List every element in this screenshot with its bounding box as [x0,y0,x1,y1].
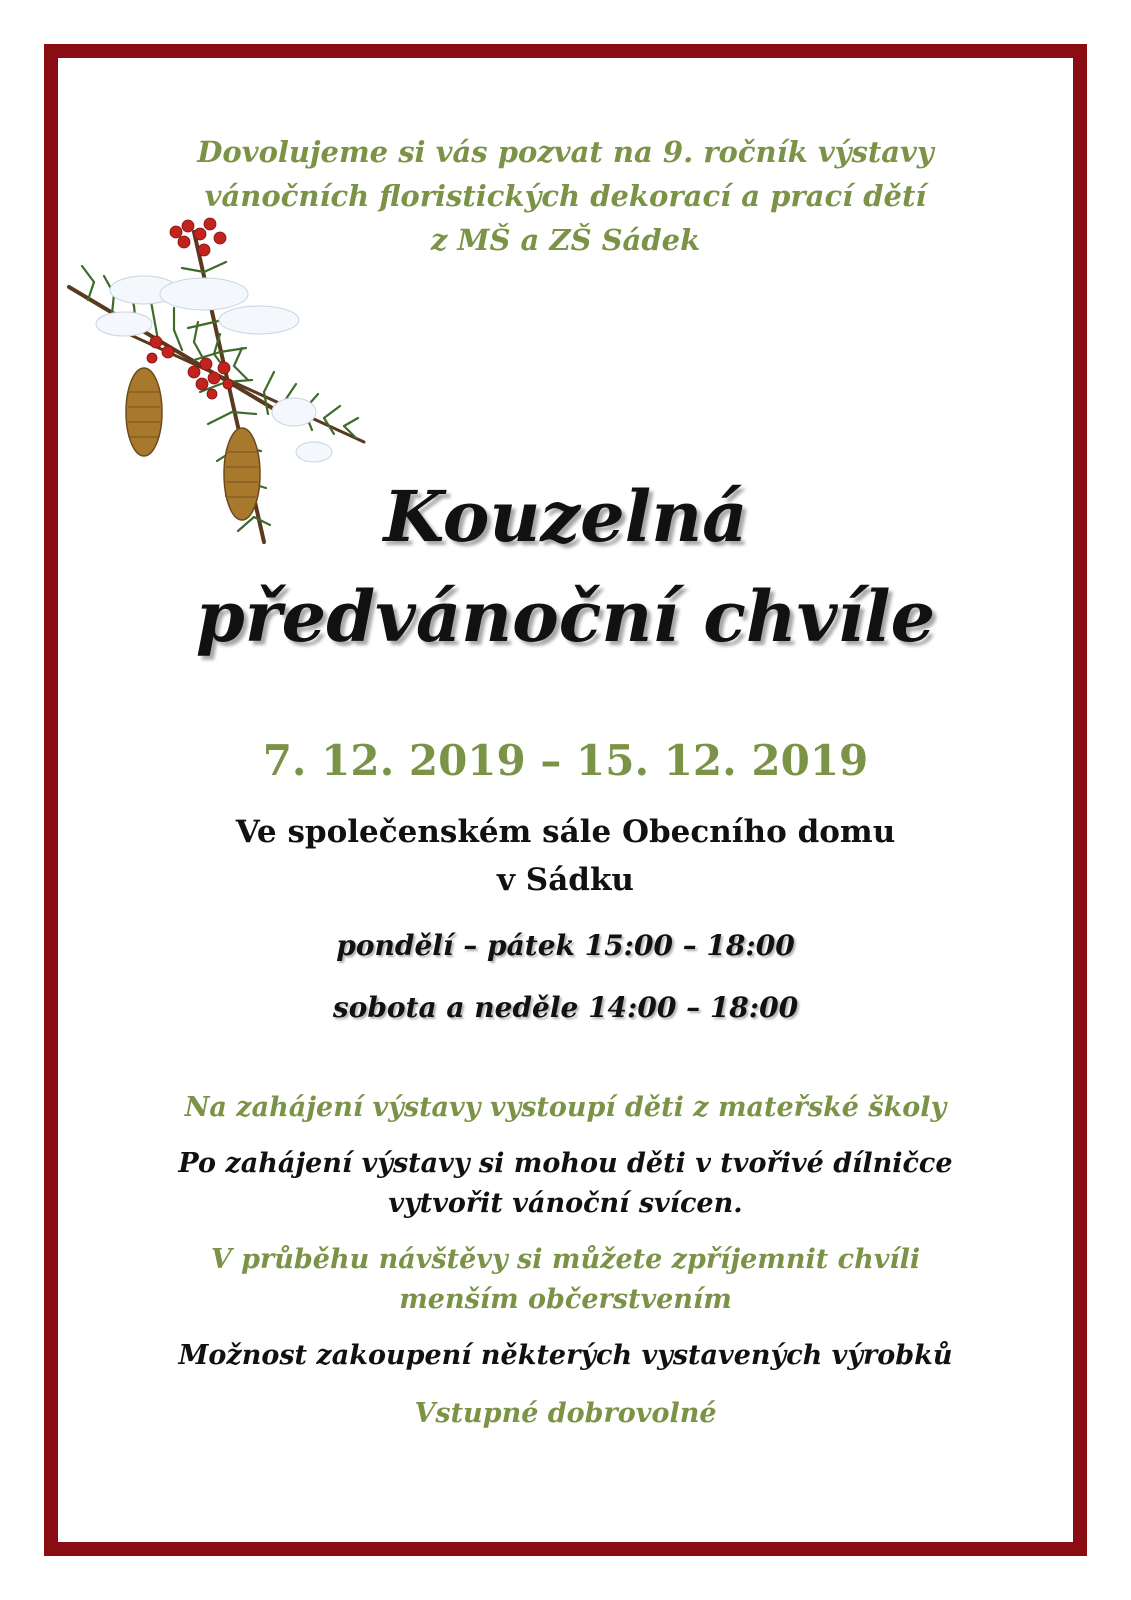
hours-weekend: sobota a neděle 14:00 – 18:00 [332,991,799,1024]
event-title-line-2: předvánoční chvíle [195,575,936,658]
intro-line-2: vánočních floristických dekorací a prací dětí [204,179,927,213]
workshop-note-line-2: vytvořit vánoční svícen. [388,1188,743,1219]
venue-line-1: Ve společenském sále Obecního domu [235,814,896,850]
intro-line-1: Dovolujeme si vás pozvat na 9. ročník výstavy [197,135,934,169]
hours-weekdays: pondělí – pátek 15:00 – 18:00 [336,929,795,962]
event-dates: 7. 12. 2019 – 15. 12. 2019 [262,736,869,785]
refreshment-note-line-2: menším občerstvením [399,1284,732,1315]
workshop-note-line-1: Po zahájení výstavy si mohou děti v tvořivé dílničce [178,1148,953,1179]
admission-note: Vstupné dobrovolné [414,1398,717,1429]
venue-line-2: v Sádku [497,862,634,898]
intro-line-3: z MŠ a ZŠ Sádek [430,223,701,257]
purchase-note: Možnost zakoupení některých vystavených výrobků [178,1340,953,1371]
refreshment-note-line-1: V průběhu návštěvy si můžete zpříjemnit chvíli [210,1244,921,1275]
event-title-line-1: Kouzelná [383,475,748,558]
opening-note: Na zahájení výstavy vystoupí děti z mateřské školy [184,1092,947,1123]
